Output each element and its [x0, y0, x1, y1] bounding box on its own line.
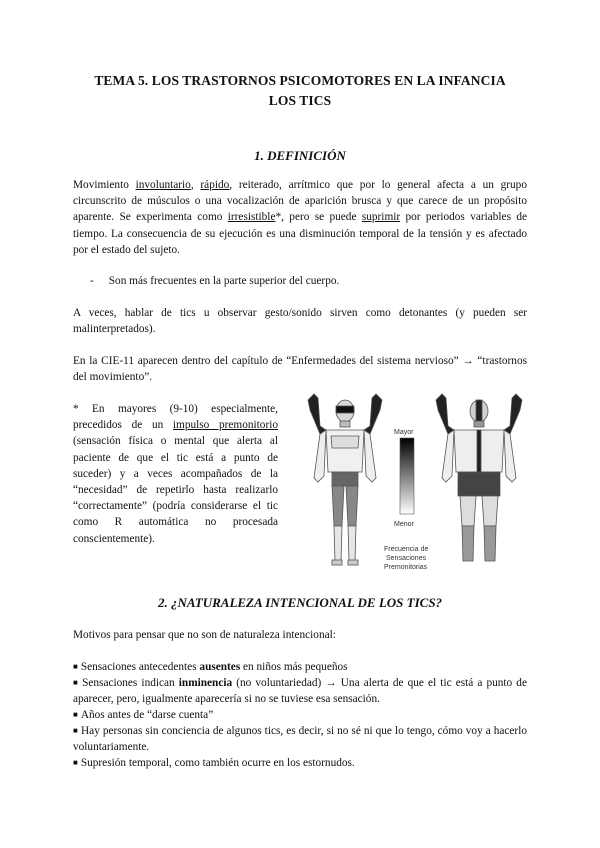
- definition-text-b: ,: [190, 179, 201, 191]
- note-text-a: * En mayores (9-10) especialmente, precedidos de un: [73, 403, 278, 432]
- figure-caption-line3: Premonitorias: [384, 564, 428, 571]
- square-bullet-icon: ■: [73, 662, 78, 671]
- bullet1-bold: ausentes: [199, 661, 241, 673]
- bullet2-text-a: Sensaciones indican: [82, 677, 179, 689]
- bullet-item-1: [73, 659, 533, 675]
- term-suprimir: suprimir: [361, 211, 401, 224]
- dash-marker: -: [90, 275, 94, 287]
- definition-text-d: *, pero se puede: [275, 211, 362, 224]
- premonitory-sensation-figure: [296, 386, 528, 576]
- bullet4-text: Hay personas sin conciencia de algunos tics, es decir, si no sé ni que lo tengo, cómo voy a hacerlo voluntariamente.: [73, 725, 527, 754]
- document-title-line2: LOS TICS: [268, 93, 332, 108]
- cie11-paragraph: En la CIE-11 aparecen dentro del capítulo de “Enfermedades del sistema nervioso” → “trastornos del movimiento”.: [73, 355, 527, 384]
- bullet2-text-b: (no voluntariedad) → Una alerta de que el tic está a punto de aparecer, pero, igualmente aparecería si no se tuviese esa sensación.: [73, 677, 527, 706]
- bullet5-text: Supresión temporal, como también ocurre en los estornudos.: [80, 757, 355, 769]
- premonitory-note: [73, 401, 278, 547]
- figure-caption-line2: Sensaciones: [386, 555, 427, 562]
- dash-list-item: [90, 273, 550, 289]
- scale-bottom-label: Menor: [394, 521, 414, 528]
- definition-text-a: Movimiento: [73, 179, 136, 191]
- back-body-figure: [436, 394, 522, 561]
- section2-heading: 2. ¿NATURALEZA INTENCIONAL DE LOS TICS?: [157, 595, 443, 610]
- section1-heading: 1. DEFINICIÓN: [254, 148, 346, 163]
- definition-text-e: por periodos variables de tiempo. La consecuencia de su ejecución es una disminución temporal de la tensión y es afectado por el estado del sujeto.: [73, 211, 527, 256]
- bullet-item-2: [73, 675, 527, 707]
- bullet-item-3: [73, 707, 533, 723]
- definition-paragraph: [73, 177, 527, 258]
- square-bullet-icon: ■: [73, 726, 79, 735]
- definition-text-c: , reiterado, arrítmico que por lo general afecta a un grupo circunscrito de músculos o una vocalización de aparición brusca y que carece de un propósito aparente. Se experimenta como: [73, 179, 527, 224]
- bullet2-bold: inminencia: [178, 677, 233, 689]
- figure-caption-line1: Frecuencia de: [384, 546, 429, 553]
- bullet3-text: Años antes de “darse cuenta”: [80, 709, 214, 721]
- term-irresistible: irresistible: [227, 211, 276, 224]
- section2-intro: Motivos para pensar que no son de naturaleza intencional:: [73, 629, 336, 641]
- note-text-b: (sensación física o mental que alerta al paciente de que el tic está a punto de suceder) y a veces acompañados de la “necesidad” de repetirlo hasta realizarlo “correctamente” (podría considerarse el tic como R automática no procesada conscientemente).: [73, 435, 278, 545]
- document-title-line1: TEMA 5. LOS TRASTORNOS PSICOMOTORES EN LA INFANCIA: [94, 73, 506, 88]
- bullet-item-5: [73, 755, 533, 771]
- detonantes-paragraph: A veces, hablar de tics u observar gesto/sonido sirven como detonantes (y pueden ser malinterpretados).: [73, 307, 527, 336]
- square-bullet-icon: ■: [73, 710, 78, 719]
- bullet1-text-a: Sensaciones antecedentes: [80, 661, 200, 673]
- term-rapido: rápido: [200, 179, 230, 191]
- square-bullet-icon: ■: [73, 758, 78, 767]
- scale-top-label: Mayor: [394, 429, 414, 436]
- bullet1-text-b: en niños más pequeños: [240, 661, 348, 673]
- term-involuntario: involuntario: [135, 179, 191, 191]
- bullet-item-4: [73, 723, 527, 755]
- front-body-figure: [308, 394, 382, 565]
- dash-item-text: Son más frecuentes en la parte superior del cuerpo.: [108, 275, 340, 287]
- term-impulso-premonitorio: impulso premonitorio: [172, 419, 278, 432]
- frequency-scale-bar: [400, 438, 414, 514]
- square-bullet-icon: ■: [73, 678, 80, 687]
